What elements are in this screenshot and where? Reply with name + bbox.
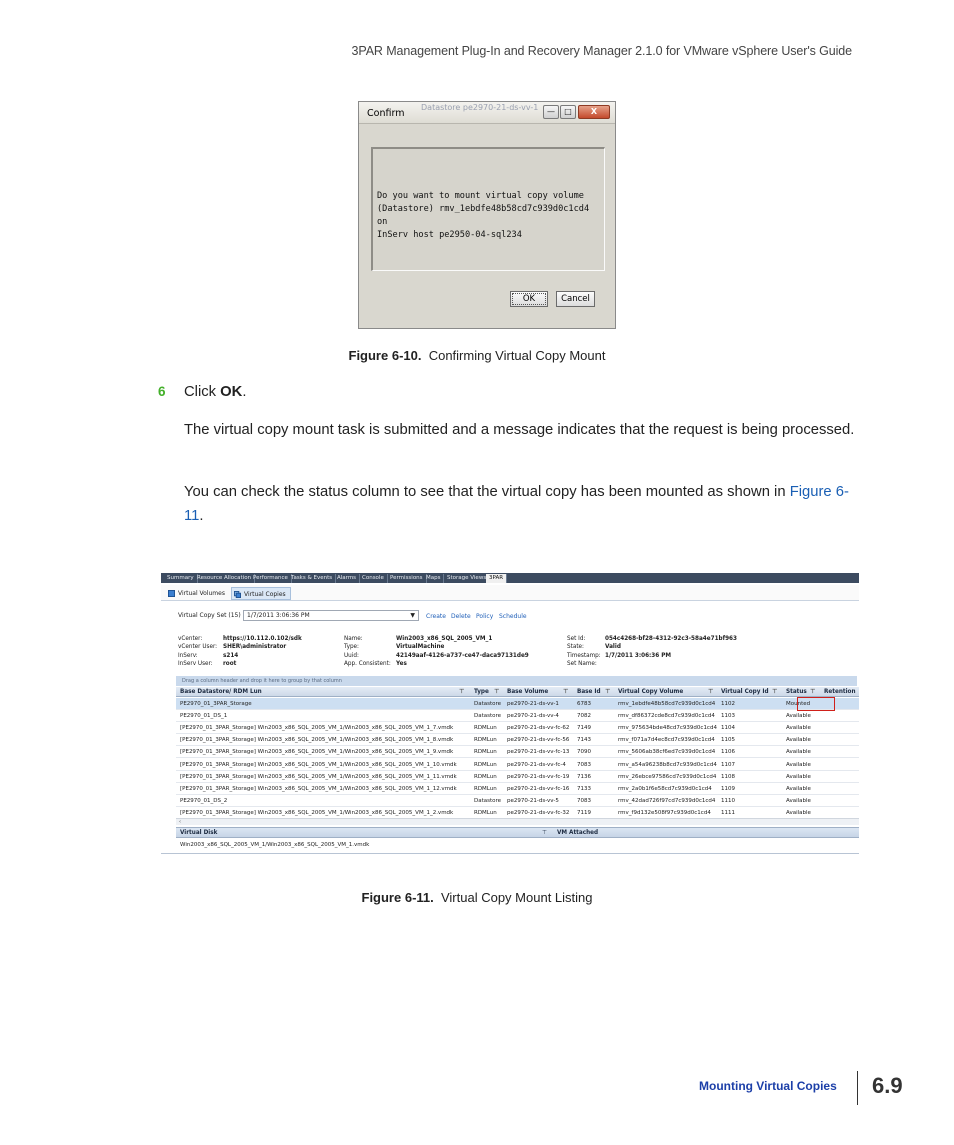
table-cell: PE2970_01_3PAR_Storage (180, 701, 252, 707)
table-cell: Available (786, 749, 811, 756)
info-key: Set Id: (567, 636, 586, 642)
table-cell: Available (786, 761, 811, 768)
top-tab-strip (161, 573, 859, 583)
table-cell: [PE2970_01_3PAR_Storage] Win2003_x86_SQL_2005_VM_1/Win2003_x86_SQL_2005_VM_1_7.vmdk (180, 725, 454, 732)
table-cell: PE2970_01_DS_1 (180, 713, 228, 720)
virtual-copy-set-value: 1/7/2011 3:06:36 PM (247, 612, 310, 619)
copy-icon (234, 591, 241, 598)
table-cell: PE2970_01_DS_2 (180, 797, 228, 804)
virtual-copy-set-label: Virtual Copy Set (15) (178, 612, 241, 619)
info-key: Name: (344, 636, 363, 642)
footer-section-title: Mounting Virtual Copies (699, 1079, 837, 1093)
tab-maps[interactable]: Maps (423, 574, 444, 583)
table-cell: 1108 (721, 773, 735, 780)
table-row[interactable] (176, 734, 859, 746)
horizontal-scrollbar[interactable] (176, 818, 859, 825)
col-virtual-copy-id[interactable]: Virtual Copy Id (721, 689, 769, 695)
info-key: Type: (344, 644, 359, 651)
tab-permissions[interactable]: Permissions (387, 574, 427, 583)
paragraph-status (184, 480, 864, 528)
paragraph-submitted: The virtual copy mount task is submitted and a message indicates that the request is being processed. (184, 422, 855, 438)
table-cell: 7143 (577, 737, 591, 744)
table-cell: Datastore (474, 713, 502, 720)
tab-virtual-volumes[interactable] (166, 587, 229, 600)
virtual-disk-header (176, 827, 859, 838)
table-cell: [PE2970_01_3PAR_Storage] Win2003_x86_SQL_2005_VM_1/Win2003_x86_SQL_2005_VM_1_9.vmdk (180, 749, 454, 756)
ok-button[interactable]: OK (510, 291, 548, 307)
info-value: s214 (223, 652, 239, 659)
info-value: Yes (396, 661, 407, 668)
table-cell: 7149 (577, 725, 591, 732)
virtual-copy-set-select[interactable] (243, 610, 419, 621)
page-number: 6.9 (872, 1073, 903, 1098)
table-cell: 1102 (721, 701, 735, 707)
filter-icon[interactable]: ⊤ (772, 688, 778, 695)
table-cell: Available (786, 737, 811, 744)
info-key: InServ: (178, 652, 198, 659)
table-cell: pe2970-21-ds-vv-5 (507, 797, 559, 804)
table-cell: pe2970-21-ds-vv-1 (507, 701, 559, 707)
figure-6-11-caption (0, 890, 954, 905)
tab-console[interactable]: Console (359, 574, 388, 583)
dialog-message: Do you want to mount virtual copy volume (Datastore) rmv_1ebdfe48b58cd7c939d0c1cd4 on InServ host pe2950-04-sql234 (377, 191, 590, 240)
table-row[interactable] (176, 771, 859, 783)
running-header: 3PAR Management Plug-In and Recovery Manager 2.1.0 for VMware vSphere User's Guide (351, 44, 852, 58)
table-cell: rmv_f071a7d4ec8cd7c939d0c1cd4 (618, 737, 715, 744)
info-keys-col2 (344, 635, 391, 669)
info-key: vCenter: (178, 636, 203, 642)
info-value: root (223, 661, 237, 668)
table-row[interactable] (176, 746, 859, 758)
col-vm-attached[interactable]: VM Attached (557, 830, 599, 836)
table-cell: 1104 (721, 725, 735, 732)
tab-resource-allocation[interactable]: Resource Allocation (194, 574, 255, 583)
dialog-title: Confirm (367, 108, 405, 119)
table-cell: Mounted (786, 701, 811, 707)
info-keys-col3 (567, 635, 601, 669)
table-cell: [PE2970_01_3PAR_Storage] Win2003_x86_SQL_2005_VM_1/Win2003_x86_SQL_2005_VM_1_2.vmdk (180, 809, 454, 816)
col-virtual-copy-volume[interactable]: Virtual Copy Volume (618, 689, 684, 695)
table-cell: rmv_2a0b1f6e58cd7c939d0c1cd4 (618, 785, 712, 792)
table-cell: 1109 (721, 785, 735, 792)
tab-storage-views[interactable]: Storage Views (444, 574, 490, 583)
filter-icon[interactable]: ⊤ (459, 688, 465, 695)
table-cell: 7083 (577, 761, 591, 768)
col-retention[interactable]: Retention (824, 689, 856, 695)
table-row[interactable] (176, 698, 859, 710)
info-values-col1 (223, 635, 302, 669)
dialog-title-bar (359, 102, 615, 124)
tab-tasks-events[interactable]: Tasks & Events (288, 574, 336, 583)
sub-tab-strip (161, 585, 859, 601)
table-cell: pe2970-21-ds-vv-fc-56 (507, 737, 570, 744)
info-value: https://10.112.0.102/sdk (223, 636, 302, 642)
info-value: VirtualMachine (396, 644, 445, 651)
caption-label: Figure 6-11. (361, 890, 434, 905)
table-cell: RDMLun (474, 785, 497, 792)
confirm-dialog (358, 101, 616, 329)
info-key: Set Name: (567, 661, 597, 668)
table-cell: pe2970-21-ds-vv-4 (507, 713, 559, 720)
table-cell: 7090 (577, 749, 591, 756)
col-virtual-disk[interactable]: Virtual Disk (180, 830, 218, 836)
table-cell: rmv_a54a96238b8cd7c939d0c1cd4 (618, 761, 717, 768)
paragraph-status-text: You can check the status column to see that the virtual copy has been mounted as shown in (184, 484, 790, 500)
filter-icon[interactable]: ⊤ (708, 688, 714, 695)
table-row[interactable] (176, 759, 859, 771)
schedule-link[interactable]: Schedule (499, 613, 527, 620)
dialog-message-panel (371, 147, 605, 271)
table-cell: pe2970-21-ds-vv-fc-13 (507, 749, 570, 756)
step-number: 6 (158, 384, 166, 399)
table-cell: pe2970-21-ds-vv-fc-32 (507, 809, 570, 816)
table-cell: rmv_975634bde48cd7c939d0c1cd4 (618, 725, 717, 732)
step-text: Click (184, 384, 221, 400)
info-value: Win2003_x86_SQL_2005_VM_1 (396, 636, 493, 642)
tab-3par[interactable]: 3PAR (486, 574, 507, 583)
step-instruction (184, 380, 864, 404)
info-keys-col1 (178, 635, 217, 669)
table-cell: rmv_f9d132e508f97c939d0c1cd4 (618, 809, 711, 816)
table-cell: Available (786, 713, 811, 720)
virtual-copies-screenshot (161, 573, 859, 854)
table-cell: [PE2970_01_3PAR_Storage] Win2003_x86_SQL_2005_VM_1/Win2003_x86_SQL_2005_VM_1_11.vmdk (180, 773, 457, 780)
caption-text: Confirming Virtual Copy Mount (428, 348, 606, 363)
info-key: Timestamp: (567, 652, 601, 659)
virtual-disk-row[interactable]: Win2003_x86_SQL_2005_VM_1/Win2003_x86_SQL_2005_VM_1.vmdk (180, 842, 370, 848)
caption-label: Figure 6-10. (348, 348, 422, 363)
step-bold-ok: OK (220, 384, 243, 400)
tab-virtual-copies-label: Virtual Copies (244, 591, 286, 598)
step-text-end: . (242, 384, 247, 400)
table-cell: 7082 (577, 713, 591, 720)
maximize-icon[interactable]: □ (560, 105, 576, 119)
cancel-button[interactable]: Cancel (556, 291, 595, 307)
volume-icon (168, 590, 175, 597)
table-cell: Datastore (474, 797, 502, 804)
table-cell: Available (786, 725, 811, 732)
filter-icon[interactable]: ⊤ (542, 830, 547, 836)
info-key: InServ User: (178, 661, 213, 668)
table-row[interactable] (176, 710, 859, 722)
figure-6-10-caption (0, 348, 954, 363)
table-cell: rmv_5606ab38cf6ed7c939d0c1cd4 (618, 749, 716, 756)
figure-6-11-link[interactable]: Figure 6-11 (184, 484, 849, 524)
table-row[interactable] (176, 722, 859, 734)
status-highlight-box (797, 697, 835, 711)
filter-icon[interactable]: ⊤ (810, 688, 816, 695)
grid-header (176, 687, 859, 697)
policy-link[interactable]: Policy (476, 613, 494, 620)
table-cell: pe2970-21-ds-vv-fc-62 (507, 725, 570, 732)
table-cell: Available (786, 773, 811, 780)
table-cell: rmv_1ebdfe48b58cd7c939d0c1cd4 (618, 701, 716, 707)
info-key: App. Consistent: (344, 661, 391, 668)
info-value: Valid (605, 644, 621, 651)
table-cell: 7119 (577, 809, 591, 816)
footer-divider (857, 1071, 858, 1105)
info-key: State: (567, 644, 584, 651)
filter-icon[interactable]: ⊤ (563, 688, 569, 695)
info-values-col2 (396, 635, 529, 669)
tab-virtual-copies[interactable] (231, 587, 291, 600)
table-cell: RDMLun (474, 761, 497, 768)
table-cell: 1103 (721, 713, 735, 720)
col-base-datastore[interactable]: Base Datastore/ RDM Lun (180, 689, 262, 695)
minimize-icon[interactable]: — (543, 105, 559, 119)
table-cell: 7133 (577, 785, 591, 792)
table-cell: pe2970-21-ds-vv-fc-16 (507, 785, 570, 792)
scroll-left-icon[interactable]: ‹ (179, 819, 181, 825)
col-type[interactable]: Type (474, 689, 489, 695)
dialog-background-title: Datastore pe2970-21-ds-vv-1 (421, 103, 539, 112)
table-cell: RDMLun (474, 773, 497, 780)
table-cell: 6783 (577, 701, 591, 707)
table-cell: 1106 (721, 749, 735, 756)
filter-icon[interactable]: ⊤ (494, 688, 500, 695)
table-cell: RDMLun (474, 809, 497, 816)
tab-alarms[interactable]: Alarms (334, 574, 360, 583)
table-cell: 1107 (721, 761, 735, 768)
table-cell: [PE2970_01_3PAR_Storage] Win2003_x86_SQL_2005_VM_1/Win2003_x86_SQL_2005_VM_1_10.vmdk (180, 761, 457, 768)
info-values-col3 (605, 635, 737, 660)
tab-summary[interactable]: Summary (164, 574, 198, 583)
info-value: 42149aaf-4126-a737-ce47-daca97131de9 (396, 652, 529, 659)
table-cell: 1111 (721, 809, 735, 816)
chevron-down-icon: ▼ (410, 612, 415, 619)
info-key: vCenter User: (178, 644, 218, 651)
col-status[interactable]: Status (786, 689, 807, 695)
table-row[interactable] (176, 795, 859, 807)
tab-performance[interactable]: Performance (250, 574, 292, 583)
table-cell: Available (786, 809, 811, 816)
table-cell: pe2970-21-ds-vv-fc-4 (507, 761, 566, 768)
table-cell: RDMLun (474, 737, 497, 744)
col-base-id[interactable]: Base Id (577, 689, 601, 695)
table-cell: rmv_42dad726f97cd7c939d0c1cd4 (618, 797, 716, 804)
close-icon[interactable]: X (578, 105, 610, 119)
table-cell: pe2970-21-ds-vv-fc-19 (507, 773, 570, 780)
table-cell: 7136 (577, 773, 591, 780)
tab-virtual-volumes-label: Virtual Volumes (178, 590, 225, 597)
info-value: 054c4268-bf28-4312-92c3-58a4e71bf963 (605, 636, 737, 642)
table-cell: 7083 (577, 797, 591, 804)
table-cell: 1110 (721, 797, 735, 804)
info-value: SHER\administrator (223, 644, 287, 651)
info-key: Uuid: (344, 652, 359, 659)
table-cell: [PE2970_01_3PAR_Storage] Win2003_x86_SQL_2005_VM_1/Win2003_x86_SQL_2005_VM_1_12.vmdk (180, 785, 457, 792)
table-cell: RDMLun (474, 725, 497, 732)
table-row[interactable] (176, 783, 859, 795)
table-cell: Available (786, 785, 811, 792)
table-cell: rmv_26ebce97586cd7c939d0c1cd4 (618, 773, 717, 780)
group-by-hint[interactable]: Drag a column header and drop it here to group by that column (176, 676, 857, 686)
table-cell: RDMLun (474, 749, 497, 756)
table-cell: [PE2970_01_3PAR_Storage] Win2003_x86_SQL_2005_VM_1/Win2003_x86_SQL_2005_VM_1_8.vmdk (180, 737, 454, 744)
filter-icon[interactable]: ⊤ (605, 688, 611, 695)
table-cell: 1105 (721, 737, 735, 744)
create-link[interactable]: Create (426, 613, 446, 620)
delete-link[interactable]: Delete (451, 613, 471, 620)
table-cell: rmv_df86372cde8cd7c939d0c1cd4 (618, 713, 715, 720)
info-value: 1/7/2011 3:06:36 PM (605, 652, 672, 659)
table-cell: Available (786, 797, 811, 804)
table-cell: Datastore (474, 701, 502, 707)
paragraph-status-end: . (199, 508, 204, 524)
col-base-volume[interactable]: Base Volume (507, 689, 549, 695)
caption-text: Virtual Copy Mount Listing (440, 890, 593, 905)
